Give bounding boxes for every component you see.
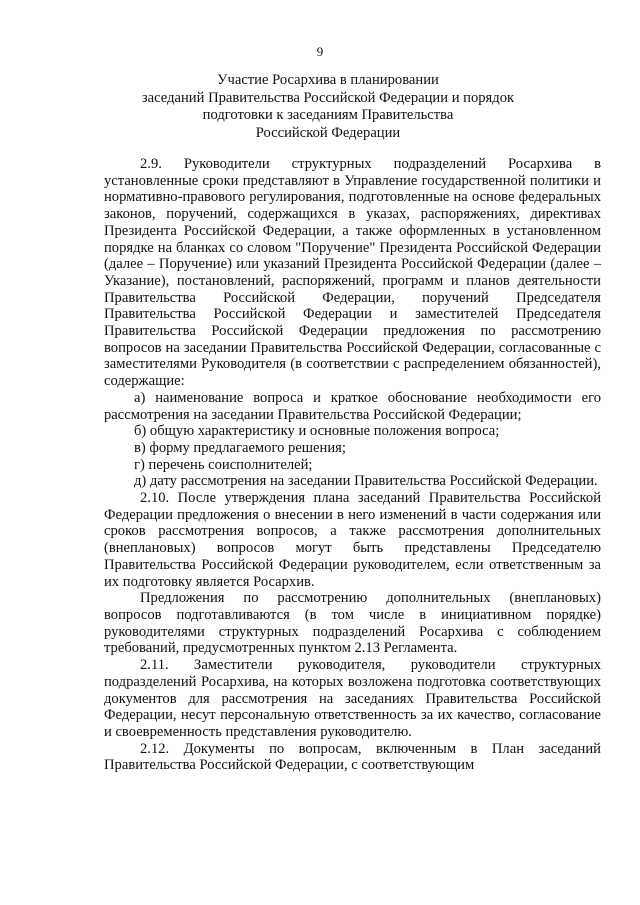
paragraph-2-10: 2.10. После утверждения плана заседаний Правительства Российской Федерации предложения о внесении в него изменений в части содержания или сроков рассмотрения вопросов, а также рассмотрения дополнительных (внеплановых) вопросов могут быть представлены Председателю Правительства Российской Федерации руководителем, если ответственным за их подготовку является Росархив. bbox=[104, 490, 601, 590]
list-item-b: б) общую характеристику и основные положения вопроса; bbox=[134, 423, 500, 440]
heading-line-4: Российской Федерации bbox=[255, 124, 401, 141]
heading-line-2: заседаний Правительства Российской Федерации и порядок bbox=[141, 89, 515, 106]
heading-line-3: подготовки к заседаниям Правительства bbox=[202, 107, 454, 123]
page-number: 9 bbox=[316, 44, 324, 59]
list-item-g: г) перечень соисполнителей; bbox=[134, 456, 313, 473]
section-heading bbox=[96, 72, 560, 142]
paragraph-2-12: 2.12. Документы по вопросам, включенным в План заседаний Правительства Российской Федерации, с соответствующим bbox=[104, 740, 601, 774]
list-item-v: в) форму предлагаемого решения; bbox=[134, 439, 346, 456]
heading-line-1: Участие Росархива в планировании bbox=[217, 72, 439, 88]
list-item-a: а) наименование вопроса и краткое обоснование необходимости его рассмотрения на заседании Правительства Российской Федерации; bbox=[104, 389, 601, 423]
paragraph-proposals: Предложения по рассмотрению дополнительных (внеплановых) вопросов подготавливаются (в том числе в инициативном порядке) руководителями структурных подразделений Росархива с соблюдением требований, предусмотренных пунктом 2.13 Регламента. bbox=[104, 590, 601, 657]
body-text bbox=[104, 156, 601, 774]
paragraph-2-9: 2.9. Руководители структурных подразделений Росархива в установленные сроки представляют в Управление государственной политики и нормативно-правового регулирования, подготовленные на основе федеральных законов, поручений, содержащихся в указах, распоряжениях, директивах Президента Российской Федерации, а также оформленных в установленном порядке на бланках со словом "Поручение" Президента Российской Федерации (далее – Поручение) или указаний Президента Российской Федерации (далее – Указание), постановлений, распоряжений, программ и планов деятельности Правительства Российской Федерации, поручений Председателя Правительства Российской Федерации и заместителей Председателя Правительства Российской Федерации предложения по рассмотрению вопросов на заседании Правительства Российской Федерации, согласованные с заместителями Руководителя (в соответствии с распределением обязанностей), содержащие: bbox=[104, 156, 601, 390]
list-item-d: д) дату рассмотрения на заседании Правительства Российской Федерации. bbox=[134, 473, 598, 490]
paragraph-2-11: 2.11. Заместители руководителя, руководители структурных подразделений Росархива, на которых возложена подготовка соответствующих документов для рассмотрения на заседаниях Правительства Российской Федерации, несут персональную ответственность за их качество, согласование и своевременность представления руководителю. bbox=[104, 657, 601, 740]
